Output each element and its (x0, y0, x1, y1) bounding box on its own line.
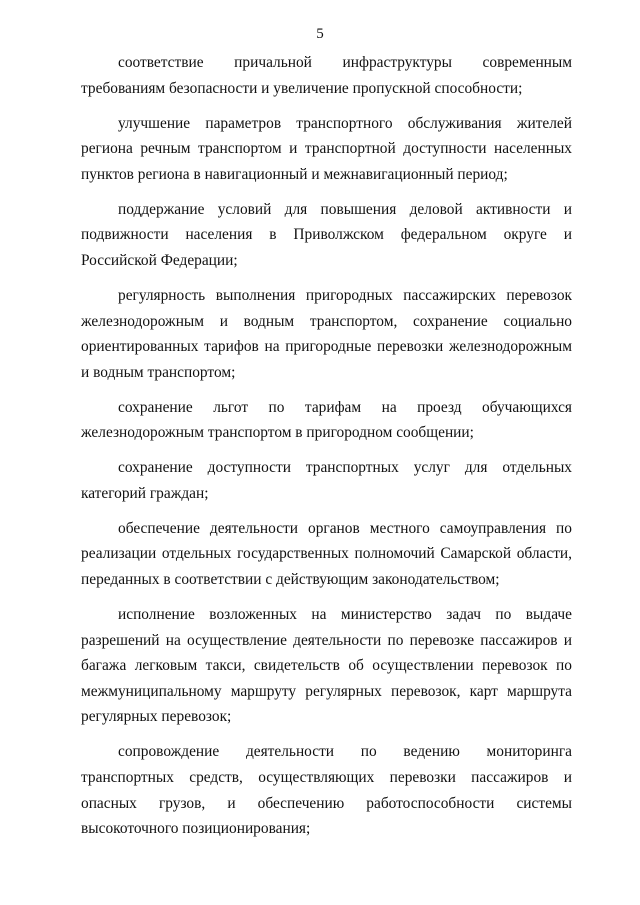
paragraph-business-activity: поддержание условий для повышения деловой активности и подвижности населения в Приволжском федеральном округе и Российской Федерации; (81, 200, 572, 269)
page-number: 5 (316, 26, 324, 42)
paragraph-transport-service: улучшение параметров транспортного обслуживания жителей региона речным транспортом и транспортной доступности населенных пунктов региона в навигационный и межнавигационный период; (81, 114, 572, 183)
paragraph-student-benefits: сохранение льгот по тарифам на проезд обучающихся железнодорожным транспортом в пригородном сообщении; (81, 398, 572, 442)
paragraph-infrastructure: соответствие причальной инфраструктуры современным требованиям безопасности и увеличение пропускной способности; (81, 54, 572, 97)
paragraph-suburban-transport: регулярность выполнения пригородных пассажирских перевозок железнодорожным и водным транспортом, сохранение социально ориентированных тарифов на пригородные перевозки железнодорожным и водным транспортом; (81, 286, 572, 381)
paragraph-permits: исполнение возложенных на министерство задач по выдаче разрешений на осуществление деятельности по перевозке пассажиров и багажа легковым такси, свидетельств об осуществлении перевозок по межмуниципальному маршруту регулярных перевозок, карт маршрута регулярных перевозок; (81, 606, 572, 726)
document-body (81, 50, 572, 851)
paragraph-local-government: обеспечение деятельности органов местного самоуправления по реализации отдельных государственных полномочий Самарской области, переданных в соответствии с действующим законодательством; (81, 519, 572, 589)
paragraph-service-accessibility: сохранение доступности транспортных услуг для отдельных категорий граждан; (81, 459, 572, 502)
paragraph-monitoring: сопровождение деятельности по ведению мониторинга транспортных средств, осуществляющих перевозки пассажиров и опасных грузов, и обеспечению работоспособности системы высокоточного позиционирования; (81, 743, 572, 838)
